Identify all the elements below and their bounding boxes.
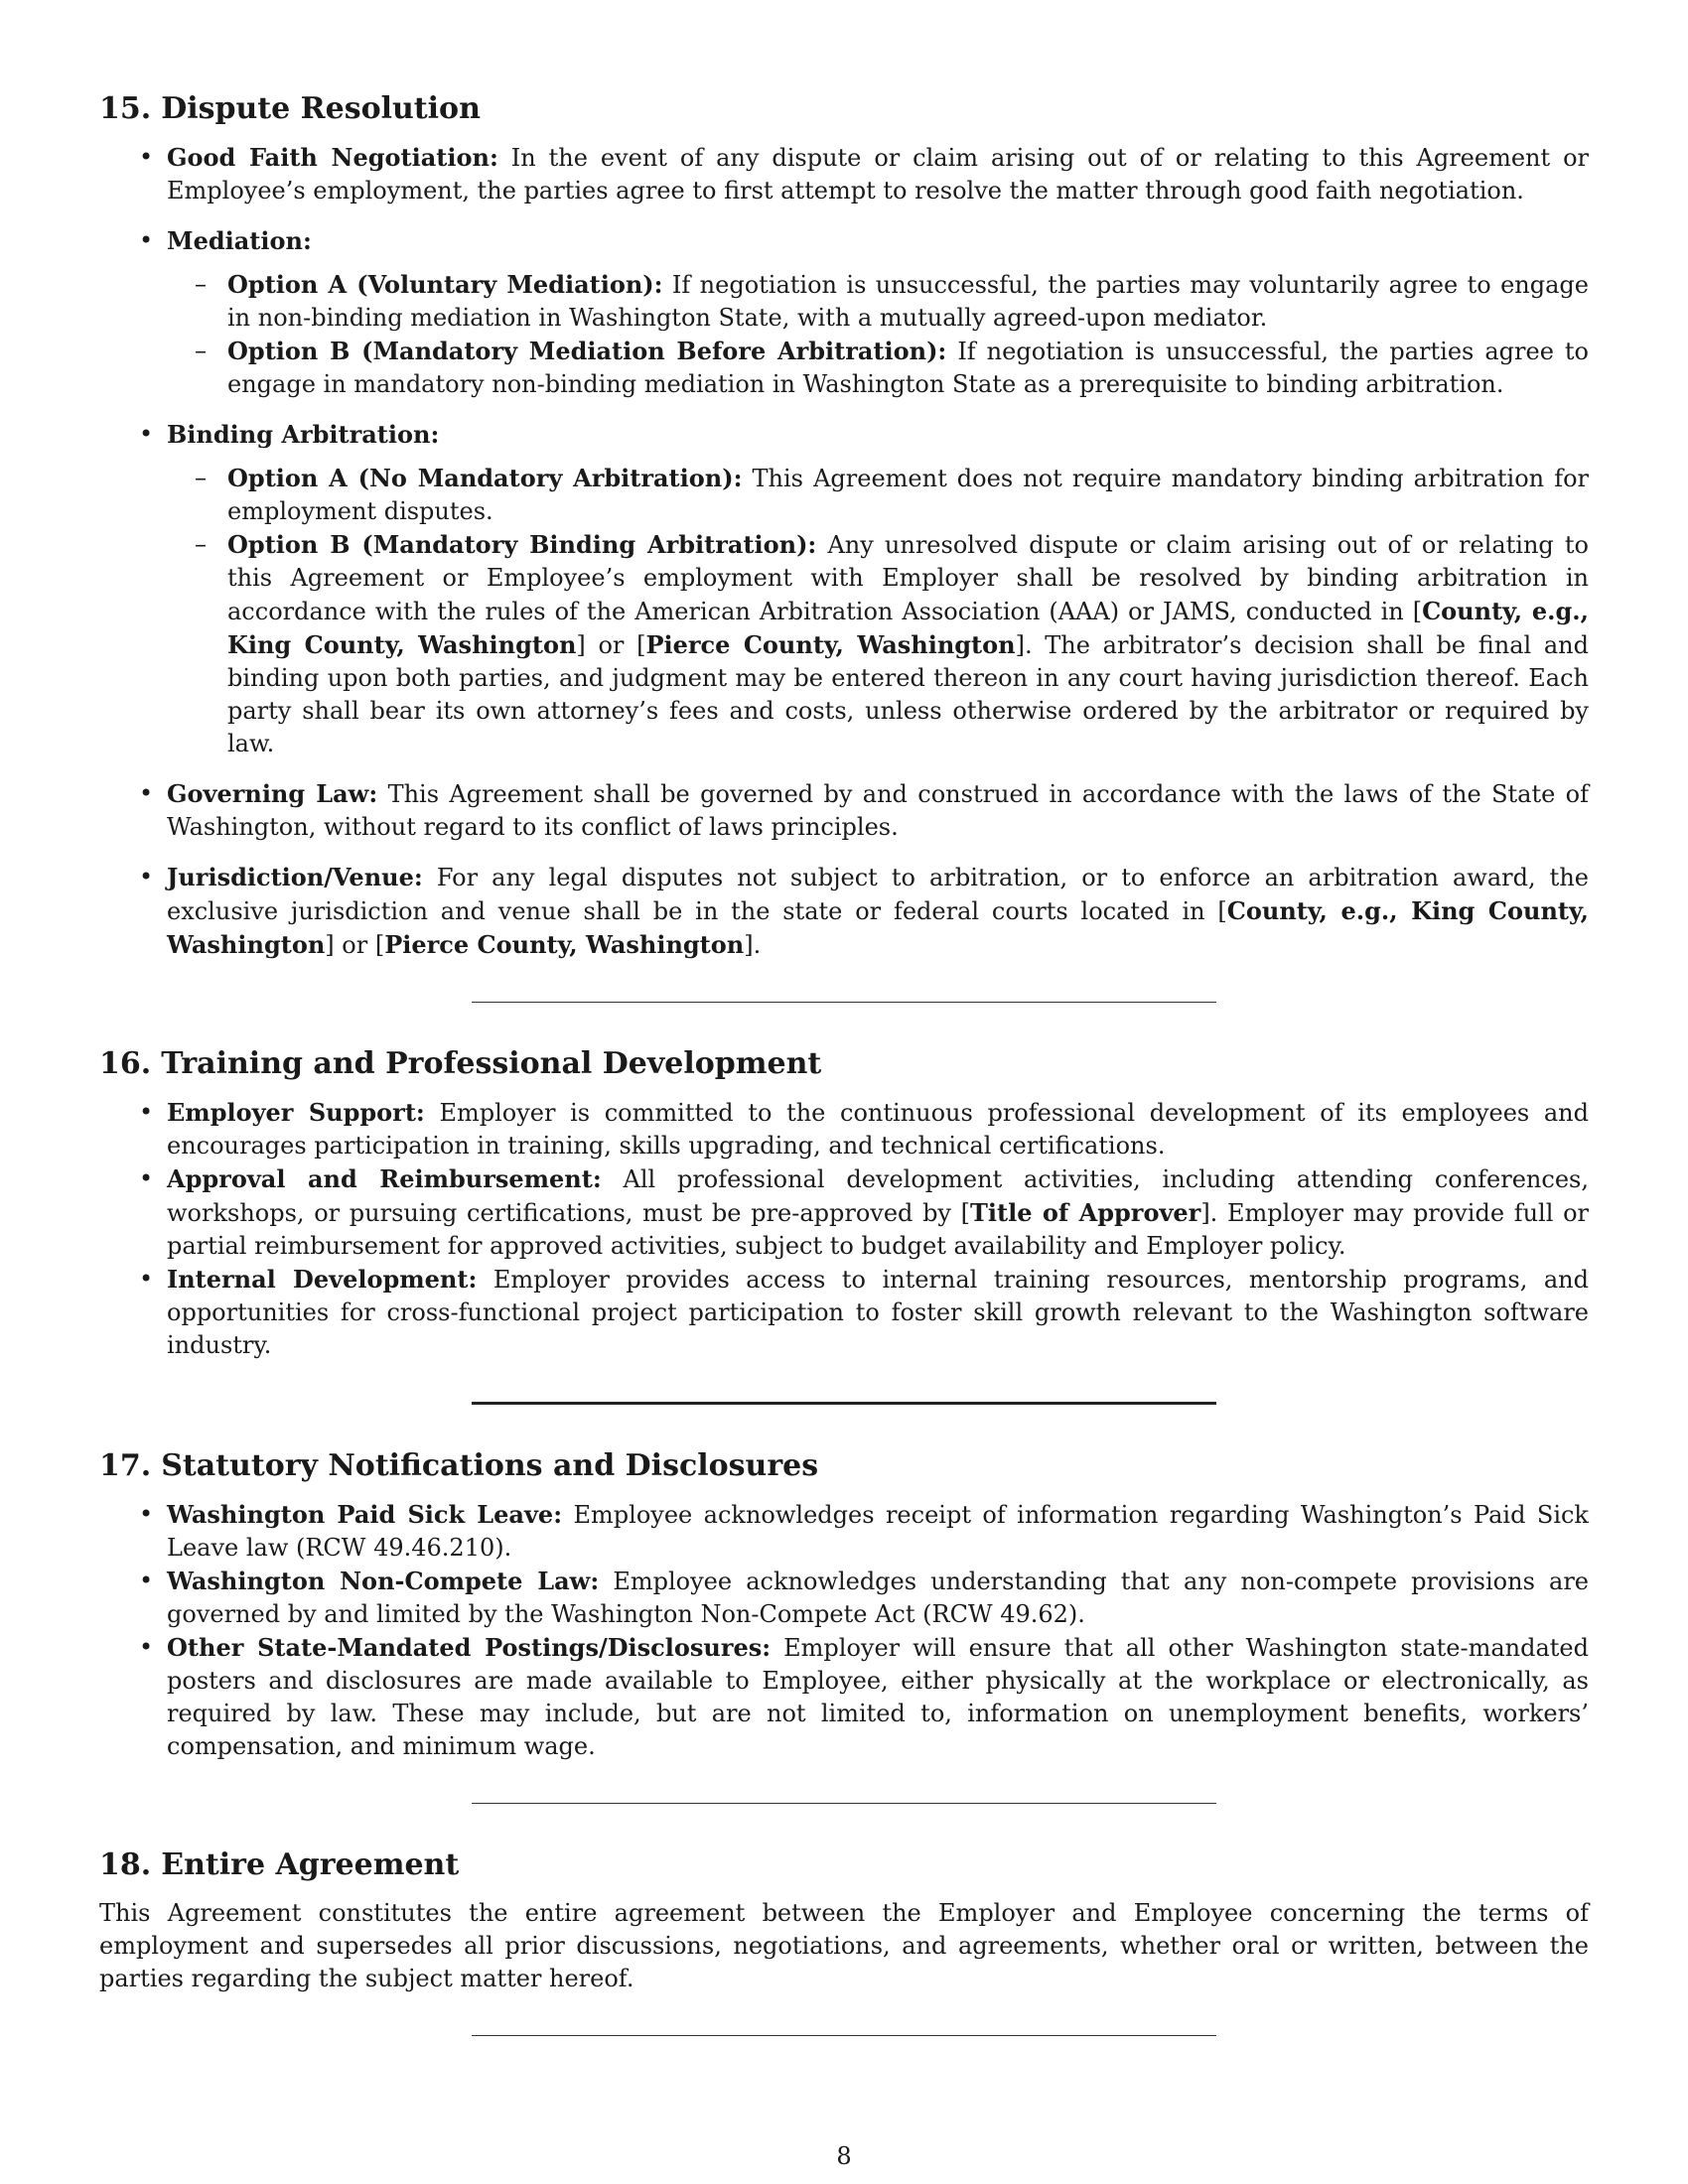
list-item: • Binding Arbitration: – Option A (No Mandatory Arbitration): This Agreement does not require mandatory binding arbitration for employment disputes. – Option B (Mandatory Binding Arbitration): Any unresolved dispute or claim arising out of or relating to this Agreement or Employee’s employment with Employer shall be resolved by binding arbitration in accordance with the rules of the American Arbitration Association (AAA) or JAMS, conducted in [County, e.g., King County, Washington] or [Pierce County, Washington]. The arbitrator’s decision shall be final and binding upon both parties, and judgment may be entered thereon in any court having jurisdiction thereof. Each party shall bear its own attorney’s fees and costs, unless otherwise ordered by the arbitrator or required by law. — [99, 418, 1589, 760]
section-heading: 16. Training and Professional Development — [99, 1046, 822, 1081]
section-divider — [472, 2035, 1216, 2036]
section-divider — [472, 1402, 1216, 1405]
sub-list-item: – Option B (Mandatory Binding Arbitration): Any unresolved dispute or claim arising out of or relating to this Agreement or Employee’s employment with Employer shall be resolved by binding arbitration in accordance with the rules of the American Arbitration Association (AAA) or JAMS, conducted in [County, e.g., King County, Washington] or [Pierce County, Washington]. The arbitrator’s decision shall be final and binding upon both parties, and judgment may be entered thereon in any court having jurisdiction thereof. Each party shall bear its own attorney’s fees and costs, unless otherwise ordered by the arbitrator or required by law. — [167, 528, 1589, 760]
section-18 — [99, 1847, 1589, 1995]
sub-list-item: – Option A (Voluntary Mediation): If negotiation is unsuccessful, the parties may voluntarily agree to engage in non-binding mediation in Washington State, with a mutually agreed-upon mediator. — [167, 268, 1589, 335]
section-16 — [99, 1046, 1589, 1362]
section-17 — [99, 1448, 1589, 1763]
document-page — [99, 91, 1589, 2080]
sub-list-item: – Option A (No Mandatory Arbitration): This Agreement does not require mandatory binding arbitration for employment disputes. — [167, 462, 1589, 528]
bullet-list — [99, 1498, 1589, 1763]
page-number: 8 — [836, 2142, 852, 2170]
section-divider — [472, 1002, 1216, 1003]
sub-list — [167, 462, 1589, 760]
list-item: • Other State-Mandated Postings/Disclosures: Employer will ensure that all other Washington state-mandated posters and disclosures are made available to Employee, either physically at the workplace or electronically, as required by law. These may include, but are not limited to, information on unemployment benefits, workers’ compensation, and minimum wage. — [99, 1631, 1589, 1763]
list-item: • Jurisdiction/Venue: For any legal disputes not subject to arbitration, or to enforce an arbitration award, the exclusive jurisdiction and venue shall be in the state or federal courts located in [County, e.g., King County, Washington] or [Pierce County, Washington]. — [99, 861, 1589, 962]
list-item: • Good Faith Negotiation: In the event of any dispute or claim arising out of or relating to this Agreement or Employee’s employment, the parties agree to first attempt to resolve the matter through good faith negotiation. — [99, 141, 1589, 207]
list-item: • Employer Support: Employer is committed to the continuous professional development of its employees and encourages participation in training, skills upgrading, and technical certifications. — [99, 1096, 1589, 1162]
section-15 — [99, 91, 1589, 962]
list-item: • Internal Development: Employer provides access to internal training resources, mentorship programs, and opportunities for cross-functional project participation to foster skill growth relevant to the Washington software industry. — [99, 1263, 1589, 1362]
sub-list-item: – Option B (Mandatory Mediation Before Arbitration): If negotiation is unsuccessful, the parties agree to engage in mandatory non-binding mediation in Washington State as a prerequisite to binding arbitration. — [167, 335, 1589, 401]
section-divider — [472, 1803, 1216, 1804]
list-item: • Mediation: – Option A (Voluntary Mediation): If negotiation is unsuccessful, the parties may voluntarily agree to engage in non-binding mediation in Washington State, with a mutually agreed-upon mediator. – Option B (Mandatory Mediation Before Arbitration): If negotiation is unsuccessful, the parties agree to engage in mandatory non-binding mediation in Washington State as a prerequisite to binding arbitration. — [99, 224, 1589, 401]
list-item: • Washington Paid Sick Leave: Employee acknowledges receipt of information regarding Washington’s Paid Sick Leave law (RCW 49.46.210). — [99, 1498, 1589, 1565]
paragraph: This Agreement constitutes the entire agreement between the Employer and Employee concerning the terms of employment and supersedes all prior discussions, negotiations, and agreements, whether oral or written, between the parties regarding the subject matter hereof. — [99, 1899, 1589, 1992]
list-item: • Governing Law: This Agreement shall be governed by and construed in accordance with the laws of the State of Washington, without regard to its conflict of laws principles. — [99, 777, 1589, 844]
section-heading: 15. Dispute Resolution — [99, 91, 481, 126]
section-heading: 17. Statutory Notifications and Disclosures — [99, 1448, 819, 1483]
list-item: • Approval and Reimbursement: All professional development activities, including attending conferences, workshops, or pursuing certifications, must be pre-approved by [Title of Approver]. Employer may provide full or partial reimbursement for approved activities, subject to budget availability and Employer policy. — [99, 1162, 1589, 1263]
section-heading: 18. Entire Agreement — [99, 1847, 460, 1882]
list-item: • Washington Non-Compete Law: Employee acknowledges understanding that any non-compete provisions are governed by and limited by the Washington Non-Compete Act (RCW 49.62). — [99, 1565, 1589, 1631]
bullet-list — [99, 141, 1589, 962]
sub-list — [167, 268, 1589, 401]
bullet-list — [99, 1096, 1589, 1362]
